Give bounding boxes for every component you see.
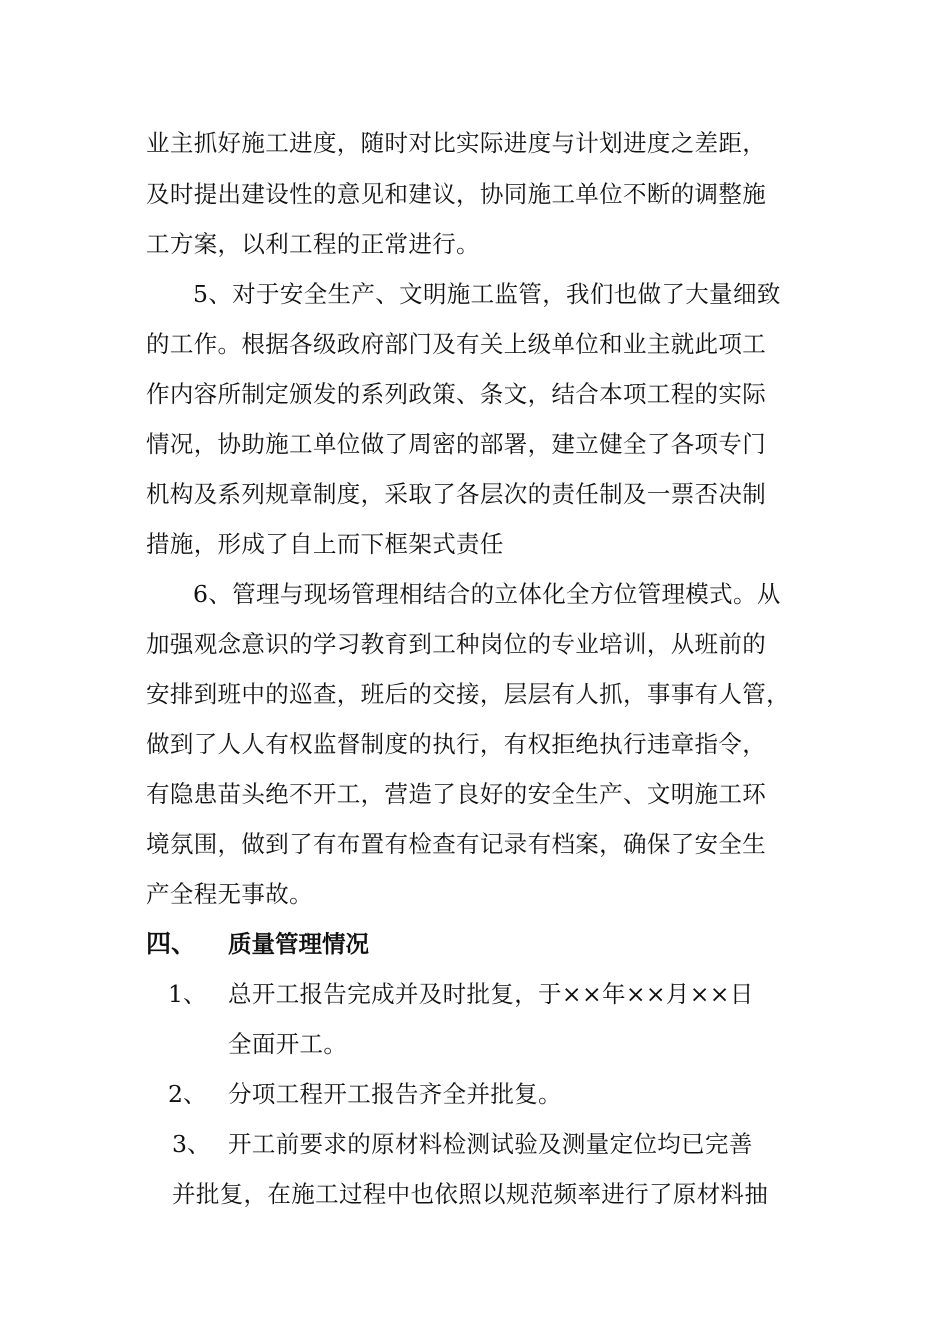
- paragraph-6-line: 境氛围，做到了有布置有检查有记录有档案，确保了安全生: [146, 830, 767, 858]
- paragraph-6-line: 安排到班中的巡查，班后的交接，层层有人抓，事事有人管，: [146, 680, 790, 708]
- paragraph-5-line: 5、对于安全生产、文明施工监管，我们也做了大量细致: [193, 280, 781, 308]
- item-line: 全面开工。: [228, 1030, 348, 1058]
- paragraph-6-line: 做到了人人有权监督制度的执行，有权拒绝执行违章指令，: [146, 730, 767, 758]
- item-line: 并批复，在施工过程中也依照以规范频率进行了原材料抽: [172, 1180, 769, 1208]
- paragraph-6-line: 6、管理与现场管理相结合的立体化全方位管理模式。从: [193, 580, 781, 608]
- paragraph-line: 业主抓好施工进度，随时对比实际进度与计划进度之差距，: [146, 129, 767, 157]
- section-title: 质量管理情况: [228, 930, 369, 958]
- paragraph-5-line: 措施，形成了自上而下框架式责任: [146, 530, 504, 558]
- paragraph-5-line: 机构及系列规章制度，采取了各层次的责任制及一票否决制: [146, 480, 767, 508]
- section-number: 四、: [146, 929, 197, 958]
- paragraph-5-line: 情况，协助施工单位做了周密的部署，建立健全了各项专门: [146, 430, 767, 458]
- paragraph-6-line: 产全程无事故。: [146, 880, 313, 908]
- paragraph-5-line: 的工作。根据各级政府部门及有关上级单位和业主就此项工: [146, 330, 767, 358]
- item-line: 开工前要求的原材料检测试验及测量定位均已完善: [228, 1130, 753, 1158]
- item-line: 分项工程开工报告齐全并批复。: [228, 1080, 562, 1108]
- paragraph-line: 工方案，以利工程的正常进行。: [146, 230, 480, 258]
- item-number: 2、: [168, 1080, 207, 1108]
- item-number: 1、: [168, 980, 207, 1008]
- paragraph-line: 及时提出建设性的意见和建议，协同施工单位不断的调整施: [146, 180, 767, 208]
- paragraph-5-line: 作内容所制定颁发的系列政策、条文，结合本项工程的实际: [146, 380, 767, 408]
- paragraph-6-line: 有隐患苗头绝不开工，营造了良好的安全生产、文明施工环: [146, 780, 767, 808]
- item-line: 总开工报告完成并及时批复，于××年××月××日: [228, 980, 754, 1008]
- item-number: 3、: [172, 1130, 211, 1158]
- paragraph-6-line: 加强观念意识的学习教育到工种岗位的专业培训，从班前的: [146, 630, 767, 658]
